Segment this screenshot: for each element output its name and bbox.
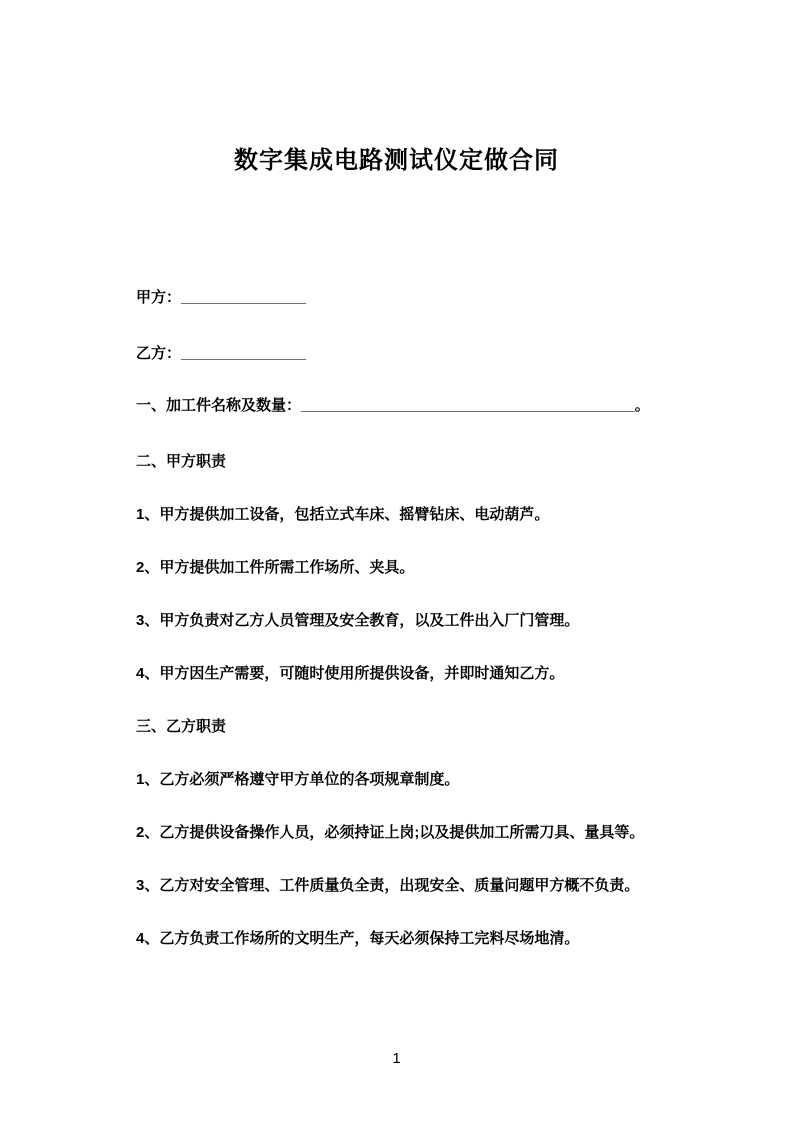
- section-three-item-4: 4、乙方负责工作场所的文明生产，每天必须保持工完料尽场地清。: [136, 930, 580, 947]
- party-a-blank-line: _______________: [181, 289, 307, 306]
- section-three-item-2: 2、乙方提供设备操作人员，必须持证上岗;以及提供加工所需刀具、量具等。: [136, 824, 645, 841]
- section-three-item-1: 1、乙方必须严格遵守甲方单位的各项规章制度。: [136, 771, 460, 788]
- section-two-heading: 二、甲方职责: [136, 453, 227, 470]
- section-two-item-2: 2、甲方提供加工件所需工作场所、夹具。: [136, 559, 415, 576]
- party-b-line: [136, 344, 693, 364]
- clause-one-blank-line: ________________________________________: [301, 397, 635, 414]
- clause-one-label: 一、加工件名称及数量：: [136, 397, 302, 414]
- section-two-item-4: 4、甲方因生产需要，可随时使用所提供设备，并即时通知乙方。: [136, 665, 565, 682]
- party-b-blank-line: _______________: [181, 345, 307, 362]
- party-b-label: 乙方：: [136, 345, 182, 362]
- section-three-item-3: 3、乙方对安全管理、工件质量负全责，出现安全、质量问题甲方概不负责。: [136, 877, 640, 894]
- clause-one-line: [136, 396, 693, 416]
- page-number: 1: [392, 1050, 401, 1067]
- section-two-item-3: 3、甲方负责对乙方人员管理及安全教育，以及工件出入厂门管理。: [136, 612, 580, 629]
- document-title: 数字集成电路测试仪定做合同: [234, 147, 559, 174]
- party-a-line: [136, 288, 693, 308]
- section-three-heading: 三、乙方职责: [136, 718, 227, 735]
- section-two-item-1: 1、甲方提供加工设备，包括立式车床、摇臂钻床、电动葫芦。: [136, 506, 550, 523]
- clause-one-period: 。: [634, 397, 650, 414]
- party-a-label: 甲方：: [136, 289, 182, 306]
